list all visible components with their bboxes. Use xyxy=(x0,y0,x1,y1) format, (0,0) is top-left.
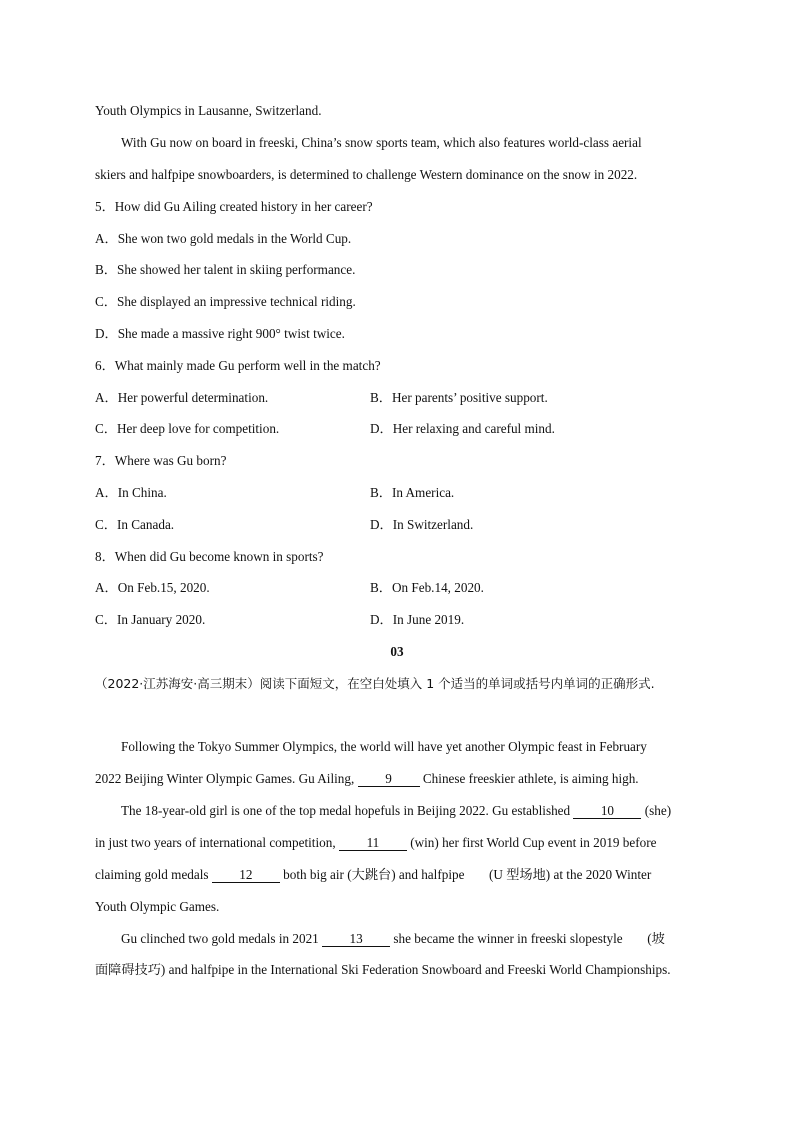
cloze-text: claiming gold medals xyxy=(95,867,209,882)
cloze-text: she became the winner in freeski slopestyle xyxy=(393,931,623,946)
question-7-option-b: B．In America. xyxy=(370,485,455,500)
cloze-line xyxy=(121,803,671,819)
question-7-option-a: A．In China. xyxy=(95,485,167,500)
question-5-option-c: C．She displayed an impressive technical riding. xyxy=(95,294,356,309)
question-6-option-d: D．Her relaxing and careful mind. xyxy=(370,421,555,436)
question-6-stem: 6．What mainly made Gu perform well in the match? xyxy=(95,358,381,373)
question-8-option-a: A．On Feb.15, 2020. xyxy=(95,580,210,595)
question-6-option-a: A．Her powerful determination. xyxy=(95,390,269,405)
question-5-option-b: B．She showed her talent in skiing performance. xyxy=(95,262,356,277)
cloze-line xyxy=(95,835,657,851)
cloze-text: (U 型场地) at the 2020 Winter xyxy=(489,867,652,882)
blank-11[interactable]: 11 xyxy=(339,836,407,851)
cloze-text: The 18-year-old girl is one of the top medal hopefuls in Beijing 2022. Gu established xyxy=(121,803,571,818)
cloze-text: (win) her first World Cup event in 2019 before xyxy=(410,835,657,850)
question-7-option-c: C．In Canada. xyxy=(95,517,175,532)
blank-13[interactable]: 13 xyxy=(322,932,390,947)
cloze-text: Gu clinched two gold medals in 2021 xyxy=(121,931,319,946)
cloze-line xyxy=(121,931,665,947)
blank-9[interactable]: 9 xyxy=(358,772,420,787)
question-6-option-c: C．Her deep love for competition. xyxy=(95,421,280,436)
cloze-line xyxy=(95,867,651,883)
question-8-option-d: D．In June 2019. xyxy=(370,612,465,627)
question-8-option-c: C．In January 2020. xyxy=(95,612,206,627)
question-5-stem: 5．How did Gu Ailing created history in her career? xyxy=(95,199,373,214)
question-5-option-a: A．She won two gold medals in the World Cup. xyxy=(95,231,352,246)
cloze-text: in just two years of international competition, xyxy=(95,835,336,850)
question-8-option-b: B．On Feb.14, 2020. xyxy=(370,580,484,595)
question-7-option-d: D．In Switzerland. xyxy=(370,517,474,532)
cloze-text: both big air (大跳台) and halfpipe xyxy=(283,867,465,882)
blank-12[interactable]: 12 xyxy=(212,868,280,883)
cloze-text: (she) xyxy=(644,803,672,818)
question-7-stem: 7．Where was Gu born? xyxy=(95,453,227,468)
passage-line: Youth Olympics in Lausanne, Switzerland. xyxy=(95,103,322,118)
passage-line: With Gu now on board in freeski, China’s snow sports team, which also features world-class aerial xyxy=(121,135,642,150)
cloze-line: Youth Olympic Games. xyxy=(95,899,220,914)
cloze-text: (坡 xyxy=(647,931,665,946)
question-6-option-b: B．Her parents’ positive support. xyxy=(370,390,548,405)
section-number: 03 xyxy=(390,644,404,659)
cloze-text: 2022 Beijing Winter Olympic Games. Gu Ailing, xyxy=(95,771,355,786)
cloze-line: 面障碍技巧) and halfpipe in the International Ski Federation Snowboard and Freeski World Championships. xyxy=(95,962,671,977)
blank-10[interactable]: 10 xyxy=(573,804,641,819)
section-instruction: （2022·江苏海安·高三期末）阅读下面短文，在空白处填入 1 个适当的单词或括号内单词的正确形式. xyxy=(95,676,655,691)
cloze-line xyxy=(95,771,639,787)
cloze-text: Chinese freeskier athlete, is aiming high. xyxy=(422,771,639,786)
cloze-line: Following the Tokyo Summer Olympics, the world will have yet another Olympic feast in February xyxy=(121,739,647,754)
question-8-stem: 8．When did Gu become known in sports? xyxy=(95,549,324,564)
question-5-option-d: D．She made a massive right 900° twist twice. xyxy=(95,326,345,341)
passage-line: skiers and halfpipe snowboarders, is determined to challenge Western dominance on the snow in 2022. xyxy=(95,167,638,182)
